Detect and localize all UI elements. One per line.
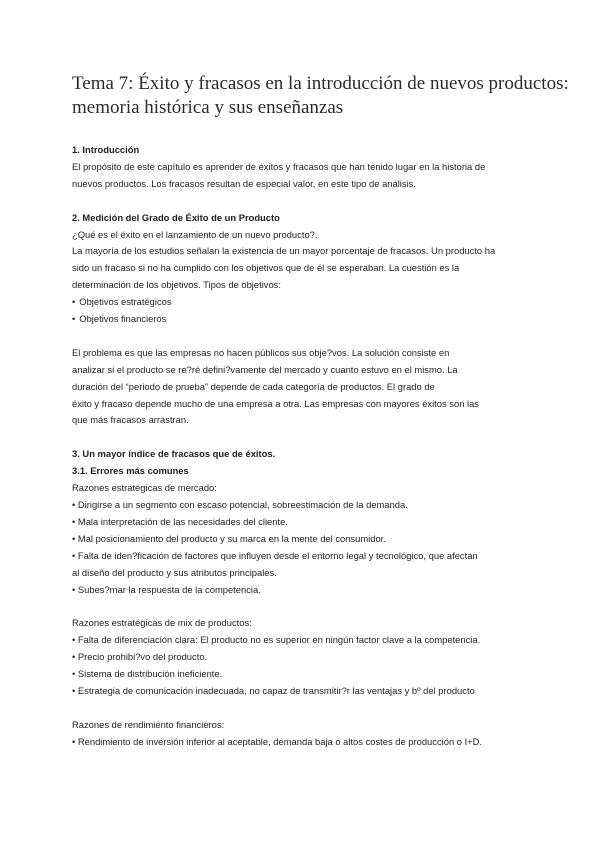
paragraph-line: analizar si el producto se re?ré defini?vamente del mercado y cuanto estuvo en el mismo. La (72, 363, 458, 375)
title-line-1: Tema 7: Éxito y fracasos en la introducción de nuevos productos: (72, 73, 569, 94)
paragraph-line: duración del “periodo de prueba” depende de cada categoría de productos. El grado de (72, 380, 435, 392)
paragraph-line: que más fracasos arrastran. (72, 414, 189, 426)
list-line: al diseño del producto y sus atributos principales. (72, 566, 277, 578)
paragraph-line: El problema es que las empresas no hacen públicos sus obje?vos. La solución consiste en (72, 346, 450, 358)
paragraph-line: éxito y fracaso depende mucho de una empresa a otra. Las empresas con mayores éxitos son las (72, 397, 479, 409)
subsection-heading-errores: 3.1. Errores más comunes (72, 465, 189, 477)
list-line: • Sistema de distribución ineficiente. (72, 668, 223, 680)
bullet-item: • Objetivos estratégicos (72, 294, 532, 311)
paragraph-line: La mayoría de los estudios señalan la existencia de un mayor porcentaje de fracasos. Un producto ha (72, 245, 496, 257)
group-label-financieros: Razones de rendimiento financieros: (72, 718, 225, 730)
bullet-item: • Objetivos financieros (72, 311, 532, 328)
section-heading-medicion: 2. Medición del Grado de Éxito de un Producto (72, 211, 280, 223)
list-line: • Falta de diferenciación clara: El producto no es superior en ningún factor clave a la competencia. (72, 634, 481, 646)
section-heading-fracasos: 3. Un mayor índice de fracasos que de éxitos. (72, 448, 276, 460)
list-line: • Estrategia de comunicación inadecuada, no capaz de transmitir?r las ventajas y bº del producto (72, 684, 475, 696)
paragraph-line: nuevos productos. Los fracasos resultan de especial valor, en este tipo de análisis. (72, 177, 416, 189)
list-line: • Mal posicionamiento del producto y su marca en la mente del consumidor. (72, 532, 386, 544)
document-body (72, 142, 532, 751)
list-line: • Mala interpretación de las necesidades del cliente. (72, 515, 288, 527)
group-label-mix: Razones estratégicas de mix de productos: (72, 617, 252, 629)
list-line: • Falta de iden?ficación de factores que influyen desde el entorno legal y tecnológico, que afectan (72, 549, 478, 561)
paragraph-line: ¿Qué es el éxito en el lanzamiento de un nuevo producto?. (72, 228, 318, 240)
group-label-mercado: Razones estratégicas de mercado: (72, 482, 217, 494)
list-line: • Rendimiento de inversión inferior al aceptable, demanda baja o altos costes de producción o I+D. (72, 735, 483, 747)
section-heading-introduccion: 1. Introducción (72, 144, 140, 155)
list-line: • Dirigirse a un segmento con escaso potencial, sobreestimación de la demanda. (72, 498, 408, 510)
paragraph-line: sido un fracaso si no ha cumplido con los objetivos que de él se esperaban. La cuestión es la (72, 262, 460, 274)
title-line-2: memoria histórica y sus enseñanzas (72, 97, 344, 118)
document-title (72, 72, 569, 120)
paragraph-line: El propósito de este capítulo es aprender de éxitos y fracasos que han tenido lugar en la historia de (72, 160, 486, 172)
paragraph-line: determinación de los objetivos. Tipos de objetivos: (72, 279, 281, 291)
list-line: • Subes?mar la respuesta de la competencia. (72, 583, 261, 595)
list-line: • Precio prohibi?vo del producto. (72, 651, 208, 663)
